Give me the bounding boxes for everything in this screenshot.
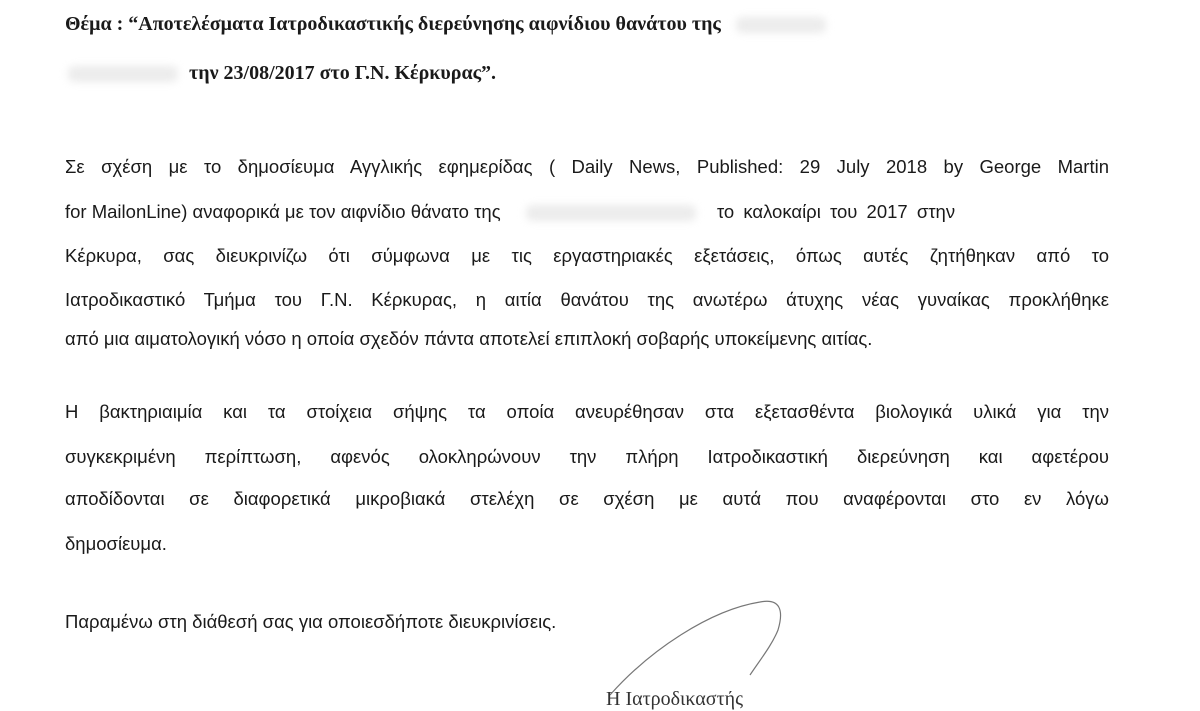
paragraph-1-line: Σε σχέση με το δημοσίευμα Αγγλικής εφημερίδας ( Daily News, Published: 29 July 2018 by George Martin	[65, 156, 1109, 177]
redacted-name	[736, 17, 826, 33]
paragraph-2-line: δημοσίευμα.	[65, 533, 167, 554]
closing-line: Παραμένω στη διάθεσή σας για οποιεσδήποτε διευκρινίσεις.	[65, 611, 557, 632]
subject-text-1: Θέμα : “Αποτελέσματα Ιατροδικαστικής διερεύνησης αιφνίδιου θανάτου της	[65, 13, 721, 35]
redacted-name	[526, 205, 696, 221]
paragraph-1-line: Ιατροδικαστικό Τμήμα του Γ.Ν. Κέρκυρας, η αιτία θανάτου της ανωτέρω άτυχης νέας γυναίκας προκλήθηκε	[65, 289, 1109, 310]
paragraph-2-line: αποδίδονται σε διαφορετικά μικροβιακά στελέχη σε σχέση με αυτά που αναφέρονται στο εν λόγω	[65, 488, 1109, 509]
subject-line-1	[65, 13, 826, 36]
paragraph-1-line: από μια αιματολογική νόσο η οποία σχεδόν πάντα αποτελεί επιπλοκή σοβαρής υποκείμενης αιτίας.	[65, 328, 873, 349]
signature	[560, 590, 800, 698]
paragraph-2-line: συγκεκριμένη περίπτωση, αφενός ολοκληρώνουν την πλήρη Ιατροδικαστική διερεύνηση και αφετέρου	[65, 446, 1109, 467]
subject-text-2: την 23/08/2017 στο Γ.Ν. Κέρκυρας”.	[189, 62, 497, 84]
redacted-name	[68, 66, 178, 82]
paragraph-1-line: Κέρκυρα, σας διευκρινίζω ότι σύμφωνα με τις εργαστηριακές εξετάσεις, όπως αυτές ζητήθηκαν από το	[65, 245, 1109, 266]
paragraph-1-line	[65, 201, 1109, 227]
paragraph-2-line: Η βακτηριαιμία και τα στοίχεια σήψης τα οποία ανευρέθησαν στα εξετασθέντα βιολογικά υλικά για την	[65, 401, 1109, 422]
signer-title: Η Ιατροδικαστής	[606, 688, 743, 710]
text: το καλοκαίρι του 2017 στην	[716, 201, 956, 222]
subject-line-2	[68, 62, 496, 85]
text: for MailonLine) αναφορικά με τον αιφνίδιο θάνατο της	[65, 201, 501, 222]
